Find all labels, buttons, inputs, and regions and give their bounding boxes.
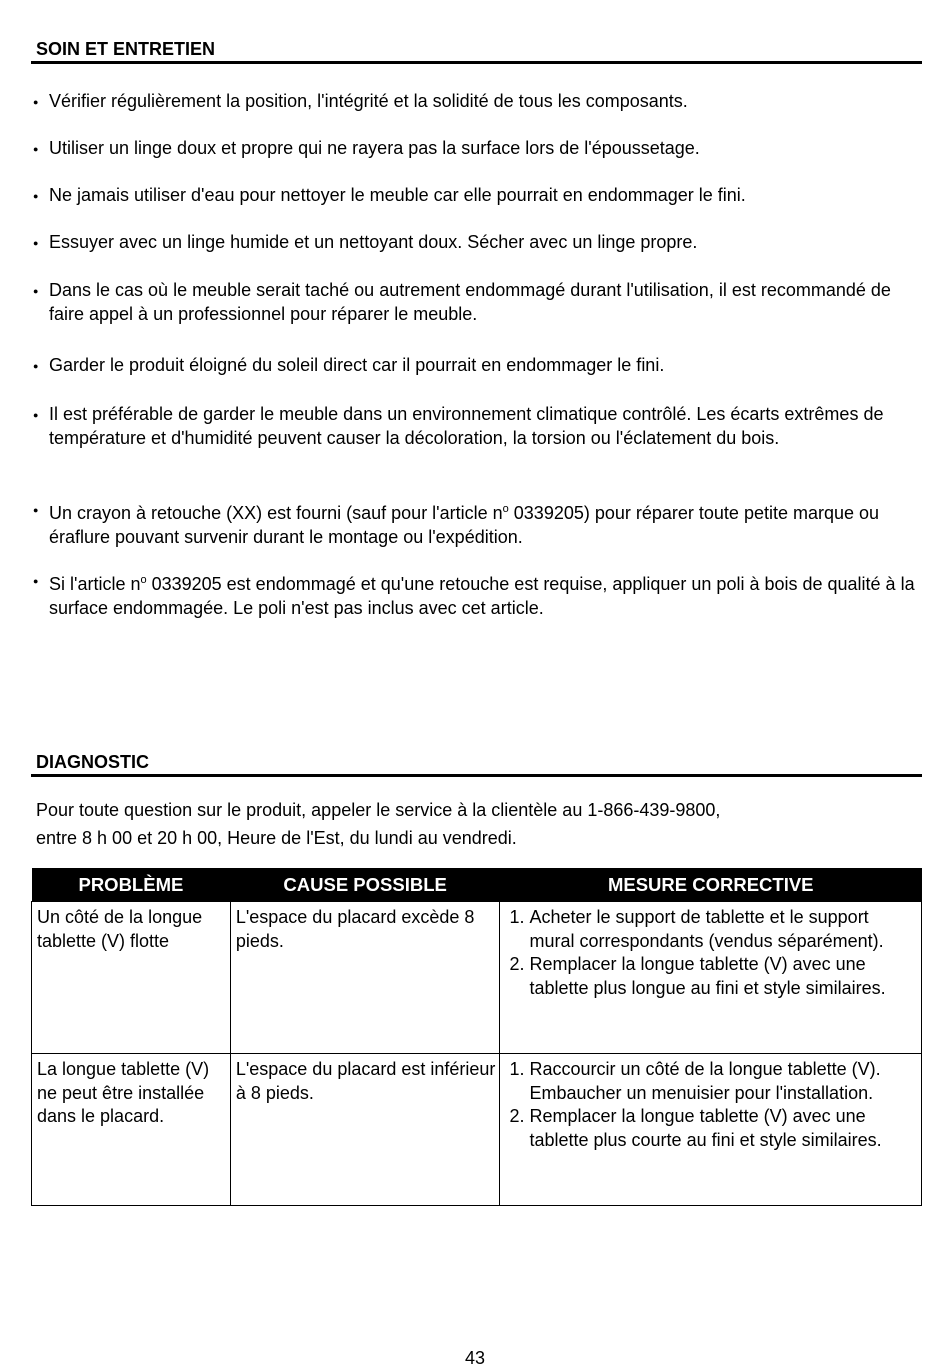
- bullet-icon: ●: [33, 576, 39, 586]
- list-item-text: Dans le cas où le meuble serait taché ou autrement endommagé durant l'utilisation, il est recommandé de faire appel à un professionnel pour réparer le meuble.: [49, 280, 891, 324]
- superscript: o: [140, 574, 147, 586]
- bullet-icon: ●: [33, 144, 39, 154]
- heading-text: SOIN ET ENTRETIEN: [36, 39, 216, 59]
- column-header-action: MESURE CORRECTIVE: [500, 868, 922, 902]
- list-item: [33, 498, 919, 549]
- list-item-text: Ne jamais utiliser d'eau pour nettoyer le meuble car elle pourrait en endommager le fini.: [49, 185, 746, 205]
- list-item-text: Utiliser un linge doux et propre qui ne rayera pas la surface lors de l'époussetage.: [49, 138, 700, 158]
- bullet-icon: ●: [33, 286, 39, 296]
- bullet-icon: ●: [33, 238, 39, 248]
- bullet-icon: ●: [33, 361, 39, 371]
- superscript: o: [502, 503, 509, 515]
- list-item: [33, 231, 919, 255]
- action-item: 1. Acheter le support de tablette et le support mural correspondants (vendus séparément).: [529, 906, 917, 953]
- list-item-text: [49, 574, 915, 618]
- list-item-text: Garder le produit éloigné du soleil direct car il pourrait en endommager le fini.: [49, 355, 665, 375]
- table-row: [32, 902, 922, 1054]
- bullet-icon: ●: [33, 410, 39, 420]
- text-segment: 0339205 est endommagé et qu'une retouche est requise, appliquer un poli à bois de qualité à la surface endommagée. Le poli n'est pas inclus avec cet article.: [49, 574, 915, 618]
- bullet-icon: ●: [33, 191, 39, 201]
- column-header-problem: PROBLÈME: [32, 868, 231, 902]
- cell-actions: [500, 1054, 922, 1206]
- column-header-cause: CAUSE POSSIBLE: [230, 868, 500, 902]
- section-heading-diagnostic: [31, 751, 922, 777]
- section-heading-care: [31, 38, 922, 64]
- intro-line: entre 8 h 00 et 20 h 00, Heure de l'Est, du lundi au vendredi.: [36, 828, 517, 848]
- list-item: [33, 354, 919, 378]
- list-item-text: Il est préférable de garder le meuble dans un environnement climatique contrôlé. Les écarts extrêmes de température et d'humidité peuvent causer la décoloration, la torsion ou l'éclatement du bois.: [49, 404, 884, 448]
- list-item: [33, 569, 919, 620]
- list-item: [33, 279, 919, 326]
- text-segment: Si l'article n: [49, 574, 141, 594]
- diagnostic-intro: [36, 796, 916, 852]
- list-item-text: Vérifier régulièrement la position, l'intégrité et la solidité de tous les composants.: [49, 91, 688, 111]
- list-item-text: [49, 503, 879, 547]
- troubleshooting-table: [31, 868, 922, 1206]
- cell-cause: L'espace du placard est inférieur à 8 pieds.: [230, 1054, 500, 1206]
- list-item: [33, 184, 919, 208]
- cell-actions: [500, 902, 922, 1054]
- cell-problem: La longue tablette (V) ne peut être installée dans le placard.: [32, 1054, 231, 1206]
- list-item: [33, 137, 919, 161]
- action-item: 2. Remplacer la longue tablette (V) avec une tablette plus courte au fini et style similaires.: [529, 1105, 917, 1152]
- bullet-icon: ●: [33, 97, 39, 107]
- heading-text: DIAGNOSTIC: [36, 752, 150, 772]
- list-item-text: Essuyer avec un linge humide et un nettoyant doux. Sécher avec un linge propre.: [49, 232, 698, 252]
- bullet-icon: ●: [33, 505, 39, 515]
- action-item: 1. Raccourcir un côté de la longue tablette (V). Embaucher un menuisier pour l'installation.: [529, 1058, 917, 1105]
- intro-line: Pour toute question sur le produit, appeler le service à la clientèle au 1-866-439-9800,: [36, 800, 721, 820]
- text-segment: Un crayon à retouche (XX) est fourni (sauf pour l'article n: [49, 503, 503, 523]
- table-header-row: [32, 868, 922, 902]
- action-item: 2. Remplacer la longue tablette (V) avec une tablette plus longue au fini et style similaires.: [529, 953, 917, 1000]
- table-row: [32, 1054, 922, 1206]
- cell-cause: L'espace du placard excède 8 pieds.: [230, 902, 500, 1054]
- list-item: [33, 90, 919, 114]
- page-number: 43: [464, 1348, 486, 1368]
- cell-problem: Un côté de la longue tablette (V) flotte: [32, 902, 231, 1054]
- text-segment: 0339205) pour réparer toute petite marque ou éraflure pouvant survenir durant le montage ou l'expédition.: [49, 503, 880, 547]
- list-item: [33, 403, 919, 450]
